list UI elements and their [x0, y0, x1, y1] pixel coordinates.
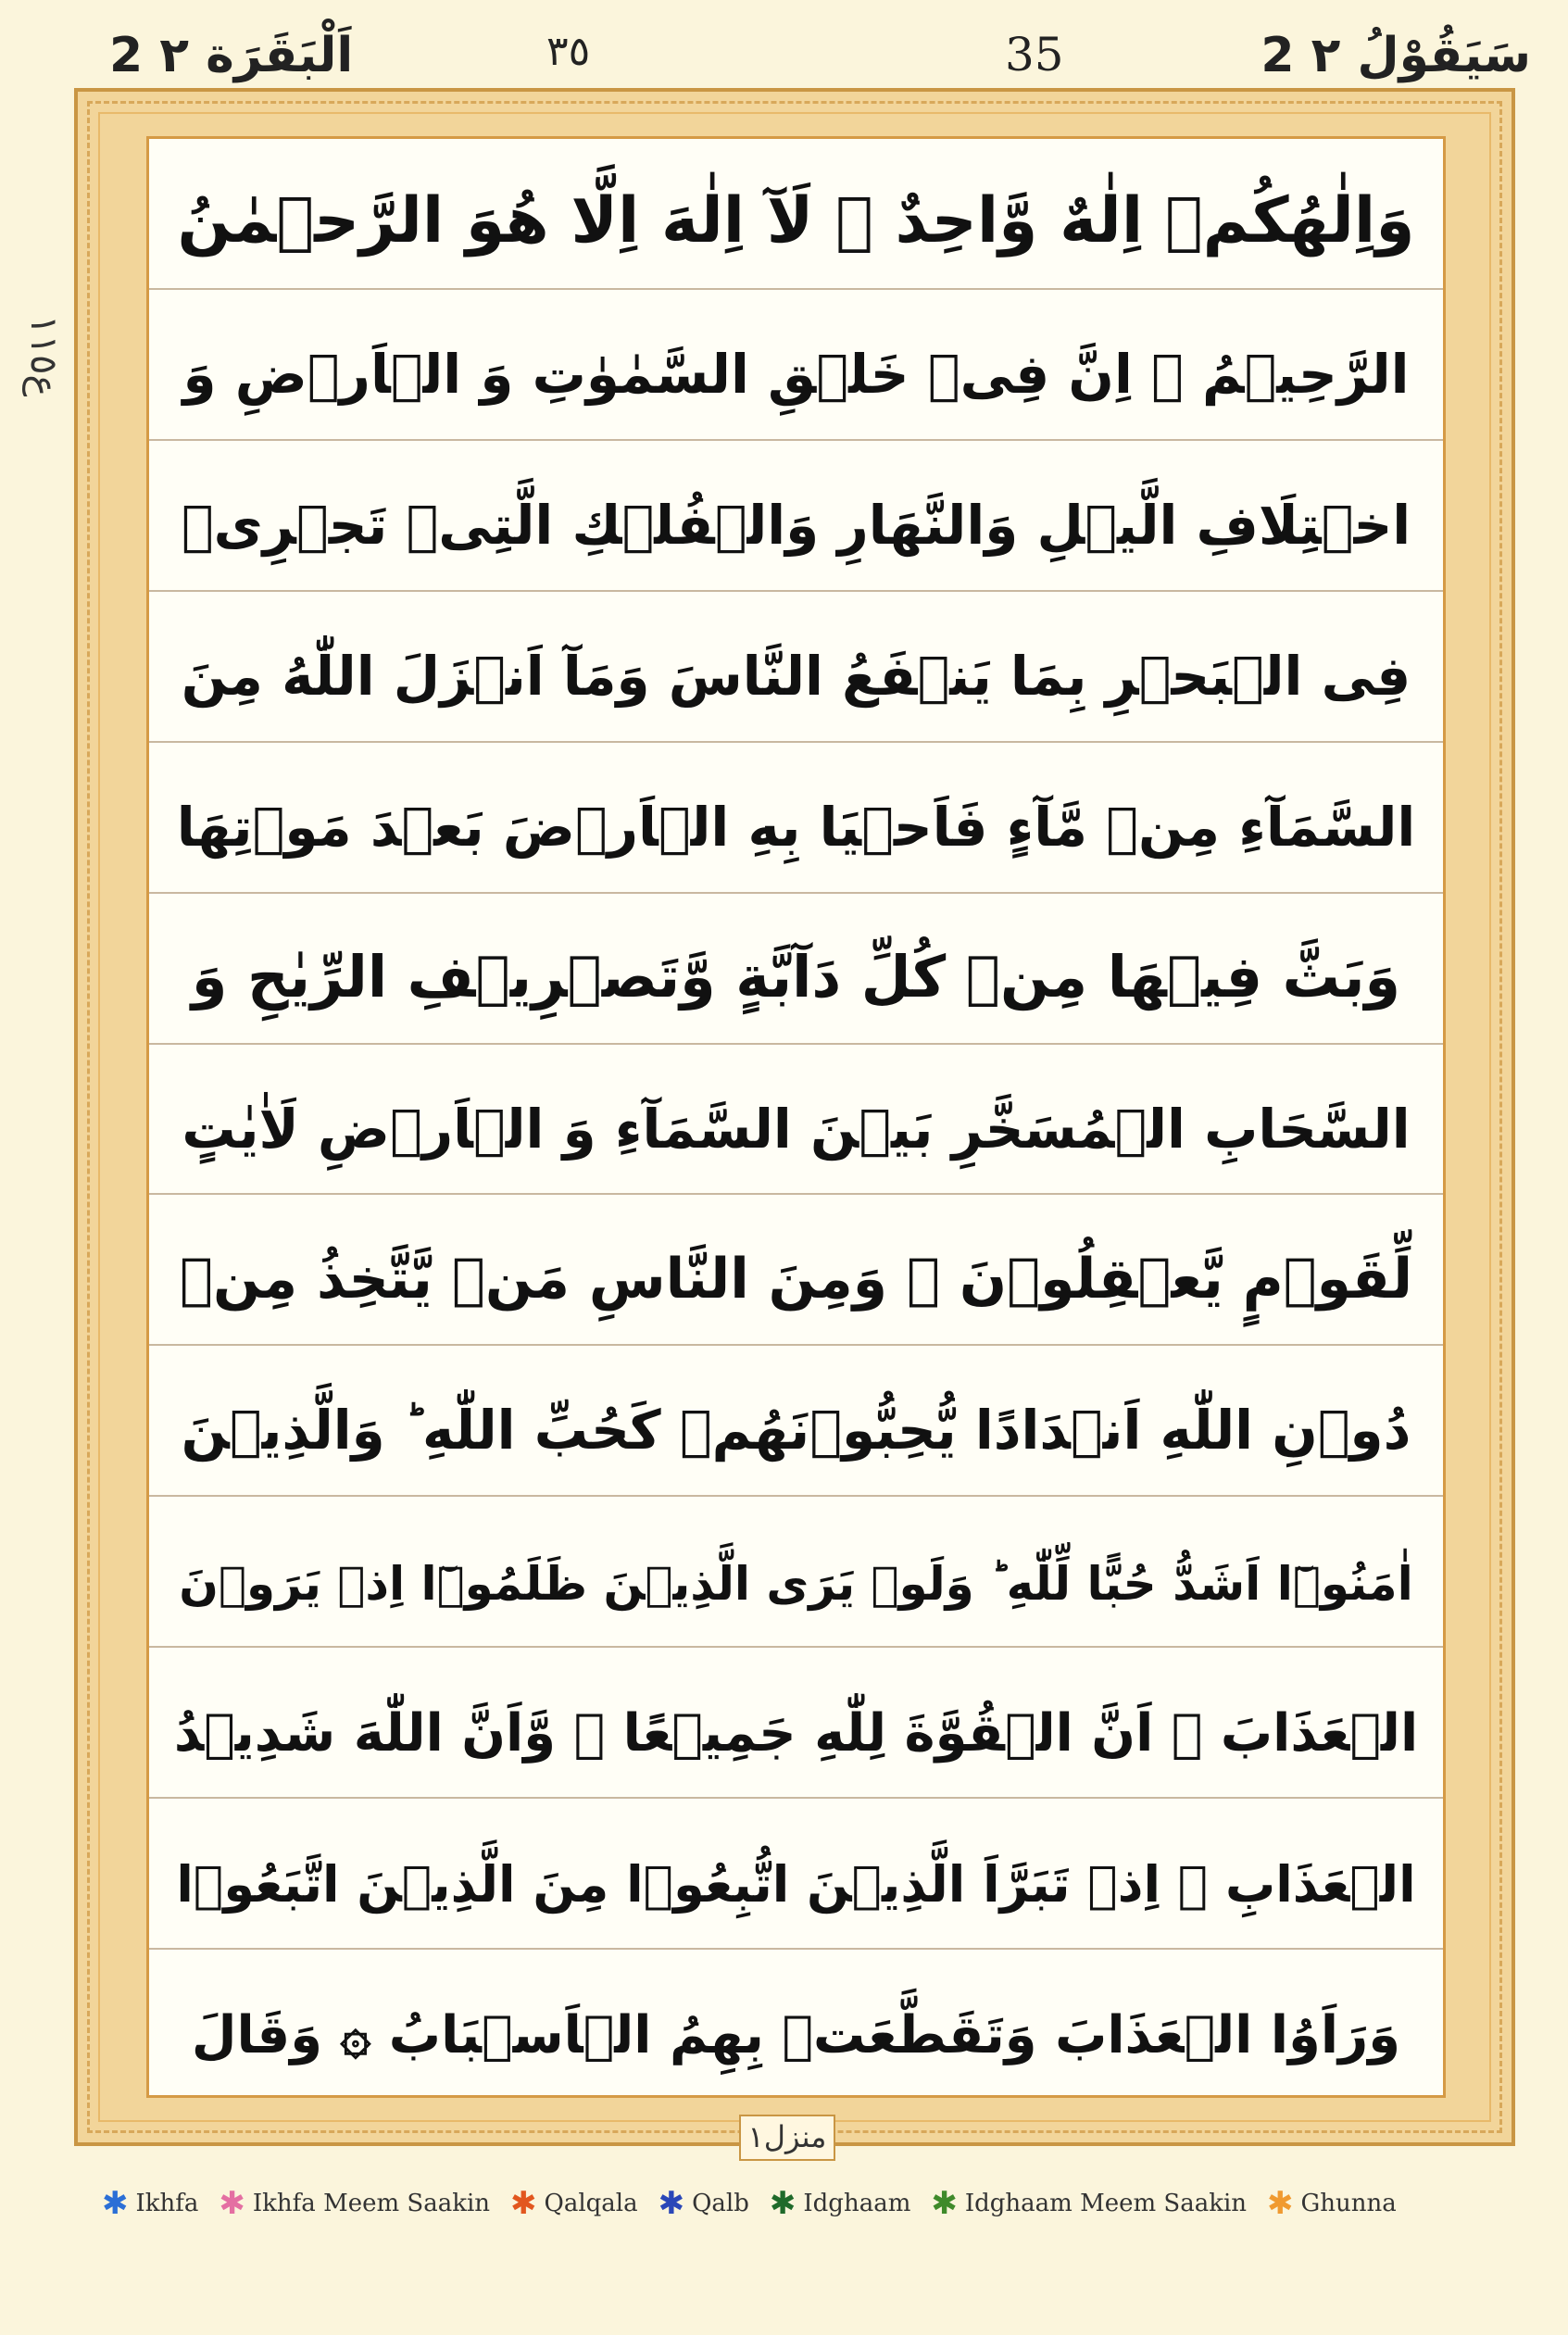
page-number-arabic: ٣٥ — [546, 28, 591, 75]
legend-item — [219, 2185, 491, 2222]
verse-line-text: السَّمَآءِ مِنۡ مَّآءٍ فَاَحۡيَا بِهِ الۡاَرۡضَ بَعۡدَ مَوۡتِهَا — [176, 795, 1416, 859]
legend-star-icon: ✱ — [1267, 2185, 1294, 2222]
legend-star-icon: ✱ — [931, 2185, 958, 2222]
verse-line-text: الۡعَذَابِ ۞ اِذۡ تَبَرَّاَ الَّذِيۡنَ اتُّبِعُوۡا مِنَ الَّذِيۡنَ اتَّبَعُوۡا — [176, 1855, 1416, 1914]
verse-line-text: لِّقَوۡمٍ يَّعۡقِلُوۡنَ ۞ وَمِنَ النَّاسِ مَنۡ يَّتَّخِذُ مِنۡ — [179, 1247, 1412, 1312]
quran-text-block — [146, 136, 1446, 2098]
verse-line-text: فِى الۡبَحۡرِ بِمَا يَنۡفَعُ النَّاسَ وَمَآ اَنۡزَلَ اللّٰهُ مِنَ — [181, 644, 1411, 708]
verse-line — [149, 1799, 1443, 1950]
legend-item — [931, 2185, 1248, 2222]
legend-label: Qalb — [692, 2190, 749, 2217]
verse-line — [149, 139, 1443, 290]
legend-item — [1267, 2185, 1397, 2222]
verse-line-text: وَبَثَّ فِيۡهَا مِنۡ كُلِّ دَآبَّةٍ وَّتَصۡرِيۡفِ الرِّيٰحِ وَ — [191, 942, 1401, 1011]
verse-line — [149, 1195, 1443, 1346]
verse-line — [149, 441, 1443, 592]
page-number: 35 — [1005, 28, 1064, 82]
legend-label: Ikhfa — [135, 2190, 199, 2217]
verse-line-text: اٰمَنُوۡٓا اَشَدُّ حُبًّا لِّلّٰهِ ؕ وَلَوۡ يَرَى الَّذِيۡنَ ظَلَمُوۡٓا اِذۡ يَرَوۡنَ — [179, 1557, 1413, 1612]
legend-star-icon: ✱ — [769, 2185, 797, 2222]
legend-label: Ghunna — [1300, 2190, 1397, 2217]
verse-line — [149, 1045, 1443, 1196]
legend-label: Idghaam — [803, 2190, 911, 2217]
verse-line-text: وَاِلٰهُكُمۡ اِلٰهٌ وَّاحِدٌ ۚ لَآ اِلٰهَ اِلَّا هُوَ الرَّحۡمٰنُ — [177, 184, 1415, 257]
juz-header: 2 سَيَقُوْلُ ٢ — [1261, 28, 1531, 83]
legend-star-icon: ✱ — [658, 2185, 685, 2222]
verse-line — [149, 1648, 1443, 1799]
ruku-margin-note: ع١١٥ — [22, 315, 65, 397]
legend-label: Idghaam Meem Saakin — [964, 2190, 1248, 2217]
verse-line-text: اخۡتِلَافِ الَّيۡلِ وَالنَّهَارِ وَالۡفُلۡكِ الَّتِىۡ تَجۡرِىۡ — [181, 493, 1411, 557]
verse-line — [149, 592, 1443, 743]
verse-line — [149, 1497, 1443, 1648]
legend-star-icon: ✱ — [510, 2185, 537, 2222]
verse-line-text: دُوۡنِ اللّٰهِ اَنۡدَادًا يُّحِبُّوۡنَهُمۡ كَحُبِّ اللّٰهِ ؕ وَالَّذِيۡنَ — [181, 1399, 1411, 1463]
surah-header: 2 اَلْبَقَرَة ٢ — [109, 28, 354, 83]
legend-label: Qalqala — [544, 2190, 638, 2217]
verse-line — [149, 290, 1443, 441]
legend-item — [769, 2185, 911, 2222]
legend-label: Ikhfa Meem Saakin — [252, 2190, 491, 2217]
verse-line — [149, 1346, 1443, 1497]
verse-line-text: السَّحَابِ الۡمُسَخَّرِ بَيۡنَ السَّمَآءِ وَ الۡاَرۡضِ لَاٰيٰتٍ — [182, 1097, 1411, 1161]
tajweed-legend — [102, 2185, 1397, 2222]
verse-line-text: الۡعَذَابَ ۙ اَنَّ الۡقُوَّةَ لِلّٰهِ جَمِيۡعًا ۙ وَّاَنَّ اللّٰهَ شَدِيۡدُ — [173, 1703, 1419, 1764]
legend-item — [510, 2185, 638, 2222]
verse-line — [149, 743, 1443, 894]
legend-star-icon: ✱ — [102, 2185, 129, 2222]
legend-item — [102, 2185, 199, 2222]
verse-line — [149, 1950, 1443, 2101]
legend-star-icon: ✱ — [219, 2185, 245, 2222]
legend-item — [658, 2185, 749, 2222]
verse-line-text: الرَّحِيۡمُ ۞ اِنَّ فِىۡ خَلۡقِ السَّمٰوٰتِ وَ الۡاَرۡضِ وَ — [182, 342, 1410, 406]
verse-line-text: وَرَاَوُا الۡعَذَابَ وَتَقَطَّعَتۡ بِهِمُ الۡاَسۡبَابُ ۞ وَقَالَ — [191, 2005, 1401, 2066]
manzil-label: منزل١ — [739, 2115, 835, 2161]
verse-line — [149, 894, 1443, 1045]
